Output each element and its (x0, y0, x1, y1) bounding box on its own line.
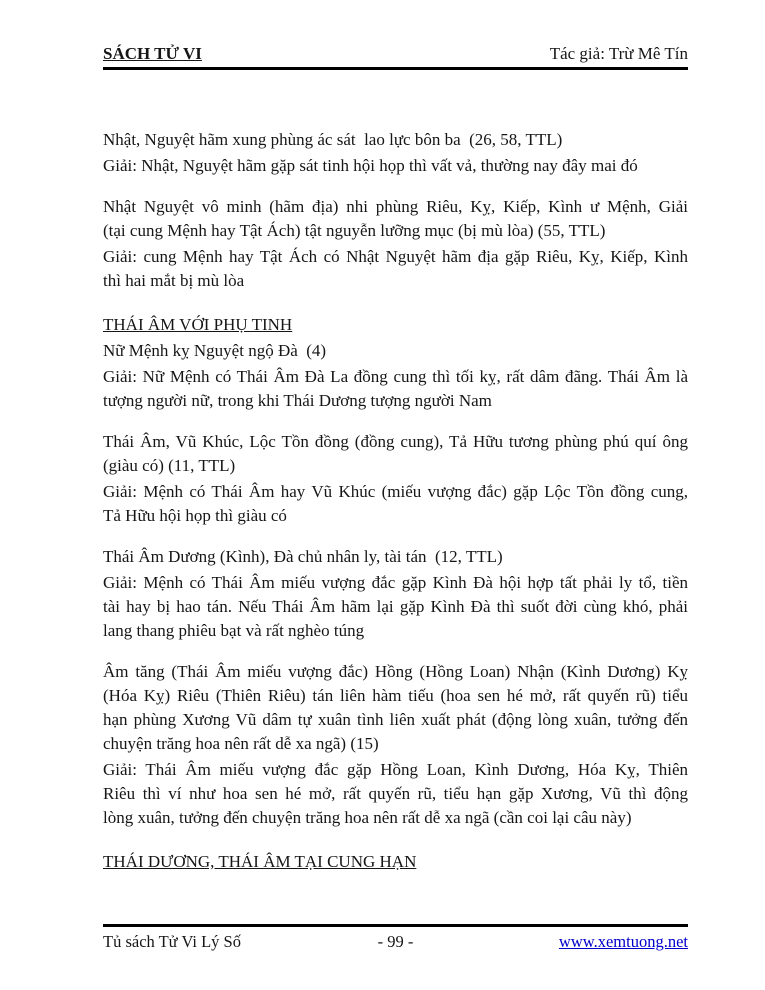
paragraph (103, 660, 688, 756)
text-line: lòng xuân, tưởng đến chuyện trăng hoa nên rất dễ xa ngã (cần coi lại câu này) (103, 808, 632, 827)
paragraph (103, 430, 688, 478)
text-line: Nữ Mệnh kỵ Nguyệt ngộ Đà (4) (103, 341, 327, 360)
paragraph (103, 154, 688, 178)
text-line: hạn phùng Xương Vũ dâm tự xuân tình liên xuất phát (động lòng xuân, tưởng đến (103, 710, 688, 729)
text-line: Giải: Nữ Mệnh có Thái Âm Đà La đồng cung thì tối kỵ, rất dâm đãng. Thái Âm là (103, 367, 688, 386)
text-line: (tại cung Mệnh hay Tật Ách) tật nguyễn lưỡng mục (bị mù lòa) (55, TTL) (103, 221, 606, 240)
text-line: tượng người nữ, trong khi Thái Dương tượng người Nam (103, 391, 492, 410)
text-line: Thái Âm, Vũ Khúc, Lộc Tồn đồng (đồng cung), Tả Hữu tương phùng phú quí ông (103, 432, 688, 451)
text-line: (giàu có) (11, TTL) (103, 456, 236, 475)
paragraph (103, 128, 688, 152)
book-title: SÁCH TỬ VI (103, 44, 202, 63)
page-number: - 99 - (377, 932, 414, 951)
text-line: Giải: Mệnh có Thái Âm hay Vũ Khúc (miếu vượng đắc) gặp Lộc Tồn đồng cung, (103, 482, 688, 501)
text-line: Riêu thì ví như hoa sen hé mở, rất quyến rũ, tiểu hạn gặp Xương, Vũ thì động (103, 784, 688, 803)
footer-rule (103, 924, 688, 927)
paragraph (103, 571, 688, 643)
page-footer (103, 931, 688, 953)
text-line: thì hai mắt bị mù lòa (103, 271, 245, 290)
text-line: Giải: cung Mệnh hay Tật Ách có Nhật Nguyệt hãm địa gặp Riêu, Kỵ, Kiếp, Kình (103, 247, 688, 266)
paragraph (103, 365, 688, 413)
header-rule (103, 67, 688, 70)
text-line: Giải: Thái Âm miếu vượng đắc gặp Hồng Loan, Kình Dương, Hóa Kỵ, Thiên (103, 760, 688, 779)
text-line: Thái Âm Dương (Kình), Đà chủ nhân ly, tài tán (12, TTL) (103, 547, 503, 566)
page-header (103, 0, 688, 64)
text-line: Nhật Nguyệt vô minh (hãm địa) nhi phùng Riêu, Kỵ, Kiếp, Kình ư Mệnh, Giải (103, 197, 688, 216)
text-line: (Hóa Kỵ) Riêu (Thiên Riêu) tán liên hàm tiếu (hoa sen hé mở, rất quyến rũ) tiểu (103, 686, 688, 705)
paragraph (103, 339, 688, 363)
text-line: tài hay bị hao tán. Nếu Thái Âm hãm lại gặp Kình Đà thì suốt đời cùng khó, phải (103, 597, 688, 616)
text-line: lang thang phiêu bạt và rất nghèo túng (103, 621, 365, 640)
text-line: Giải: Nhật, Nguyệt hãm gặp sát tinh hội họp thì vất vả, thường nay đây mai đó (103, 156, 638, 175)
text-line: Âm tăng (Thái Âm miếu vượng đắc) Hồng (Hồng Loan) Nhận (Kình Dương) Kỵ (103, 662, 688, 681)
page-body (103, 128, 688, 874)
text-line: Tả Hữu hội họp thì giàu có (103, 506, 287, 525)
paragraph (103, 245, 688, 293)
section-heading: THÁI DƯƠNG, THÁI ÂM TẠI CUNG HẠN (103, 852, 417, 871)
section-heading: THÁI ÂM VỚI PHỤ TINH (103, 315, 293, 334)
text-line: chuyện trăng hoa nên rất dễ xa ngã) (15) (103, 734, 379, 753)
paragraph (103, 195, 688, 243)
website-link[interactable]: www.xemtuong.net (558, 932, 688, 951)
text-line: Giải: Mệnh có Thái Âm miếu vượng đắc gặp Kình Đà hội hợp tất phải ly tổ, tiền (103, 573, 688, 592)
paragraph (103, 758, 688, 830)
paragraph (103, 480, 688, 528)
paragraph (103, 545, 688, 569)
author-credit: Tác giả: Trừ Mê Tín (549, 44, 688, 63)
text-line: Nhật, Nguyệt hãm xung phùng ác sát lao lực bôn ba (26, 58, TTL) (103, 130, 563, 149)
footer-series-title: Tủ sách Tử Vi Lý Số (103, 932, 241, 951)
